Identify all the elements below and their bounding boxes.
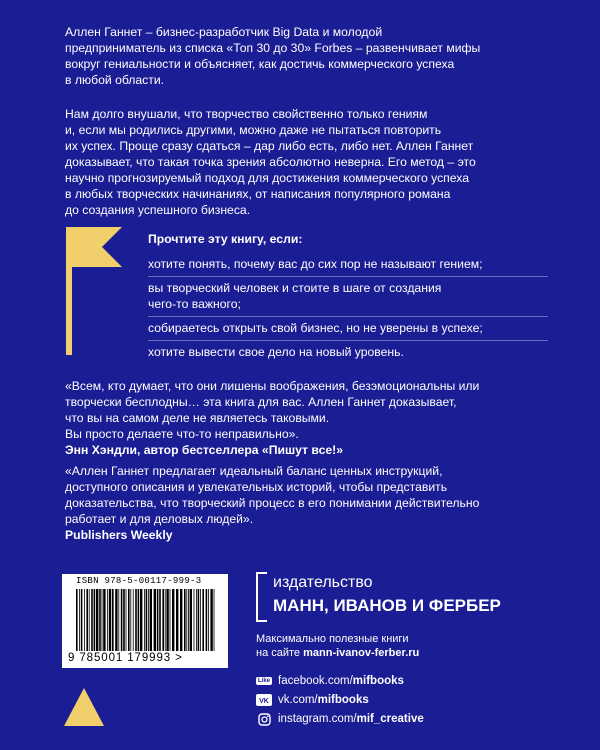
list-item: собираетесь открыть свой бизнес, но не уверены в успехе; <box>148 317 548 341</box>
isbn-number: ISBN 978-5-00117-999-3 <box>76 576 202 586</box>
triangle-logo-icon <box>64 688 104 726</box>
review-quote-handley: «Всем, кто думает, что они лишены воображения, безэмоциональны или творчески бесплодны… эта книга для вас. Аллен Ганнет доказывает, что вы на самом деле не являетесь таковыми. Вы просто делаете что-то неправильно». Энн Хэндли, автор бестселлера «Пишут все!» <box>65 378 535 458</box>
instagram-icon <box>256 712 272 726</box>
reasons-title: Прочтите эту книгу, если: <box>148 232 303 246</box>
description-paragraph: Нам долго внушали, что творчество свойственно только гениям и, если мы родились другими, можно даже не пытаться повторить их успех. Проще сразу сдаться – дар либо есть, либо нет. Аллен Ганнет доказывает, что такая точка зрения абсолютно неверна. Его метод – это научно прогнозируемый подход для достижения коммерческого успеха в любых творческих начинаниях, от написания популярного романа до создания успешного бизнеса. <box>65 107 476 217</box>
social-instagram[interactable]: instagram.com/ mif_creative <box>256 711 556 727</box>
review-quote-publishers-weekly: «Аллен Ганнет предлагает идеальный баланс ценных инструкций, доступного описания и увлекательных историй, чтобы представить доказательства, что творческий процесс в его понимании действительно работает и для деловых людей». Publishers Weekly <box>65 463 535 543</box>
social-facebook[interactable]: Like facebook.com/ mifbooks <box>258 675 404 687</box>
publisher-site-link[interactable]: mann-ivanov-ferber.ru <box>303 647 420 659</box>
barcode-digits: 9 785001 179993 > <box>68 652 183 664</box>
quote-author: Энн Хэндли, автор бестселлера «Пишут все!» <box>65 443 343 457</box>
publisher-name: МАНН, ИВАНОВ И ФЕРБЕР <box>273 596 501 615</box>
publisher-bracket <box>256 572 267 622</box>
facebook-like-icon: Like <box>258 678 271 684</box>
flag-icon <box>66 227 122 355</box>
barcode-bars <box>76 589 216 651</box>
list-item: вы творческий человек и стоите в шаге от создания чего-то важного; <box>148 277 548 317</box>
intro-paragraph: Аллен Ганнет – бизнес-разработчик Big Data и молодой предприниматель из списка «Топ 30 до 30» Forbes – развенчивает мифы вокруг гениальности и объясняет, как достичь коммерческого успеха в любой области. <box>65 25 481 87</box>
publisher-tagline: Максимально полезные книги на сайте mann-ivanov-ferber.ru <box>256 633 420 659</box>
social-vk[interactable]: VK vk.com/ mifbooks <box>256 692 556 708</box>
reasons-list <box>148 253 548 364</box>
svg-text:VK: VK <box>259 698 269 705</box>
quote-author: Publishers Weekly <box>65 528 173 542</box>
isbn-barcode <box>62 574 228 668</box>
list-item: хотите вывести свое дело на новый уровень. <box>148 345 404 359</box>
list-item: хотите понять, почему вас до сих пор не называют гением; <box>148 253 548 277</box>
vk-icon <box>256 693 272 707</box>
publisher-label: издательство <box>273 574 373 591</box>
